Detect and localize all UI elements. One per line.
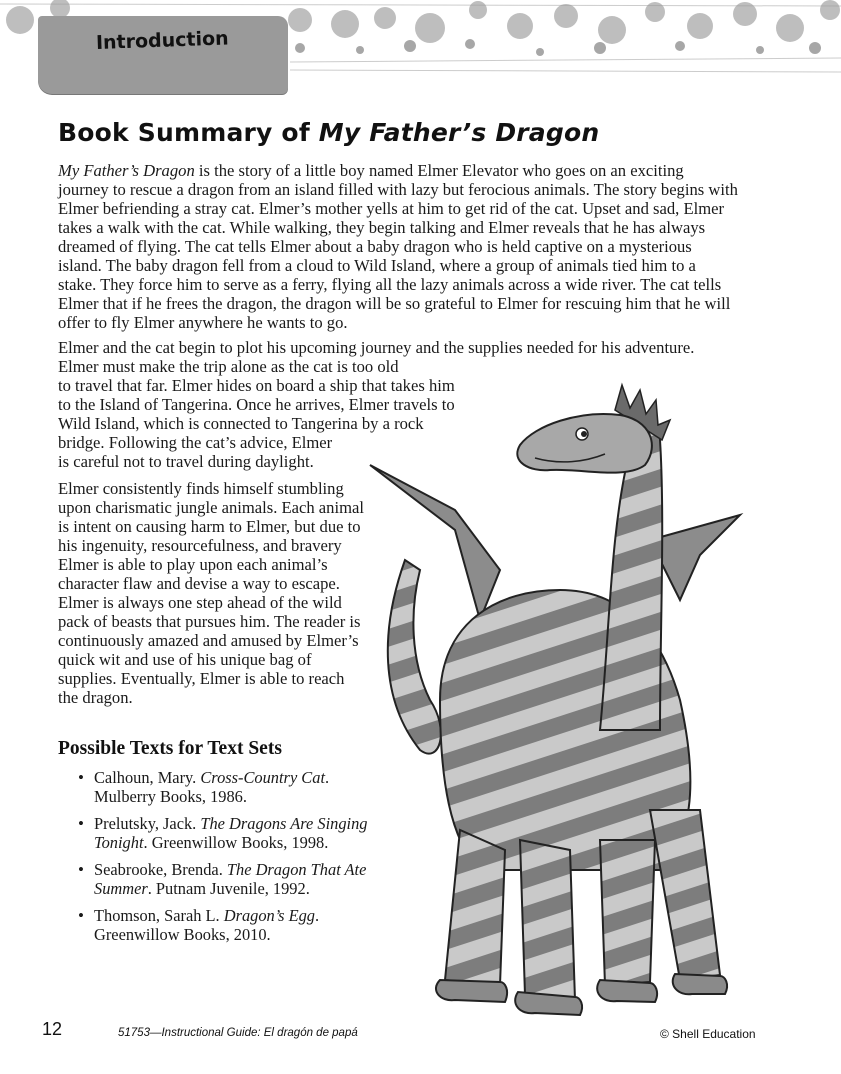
page-number: 12 — [42, 1019, 63, 1039]
text-set-item: • Prelutsky, Jack. The Dragons Are Singing Tonight. Greenwillow Books, 1998. — [58, 814, 378, 852]
italic-title: Dragon’s Egg — [223, 906, 315, 925]
footer-copyright: © Shell Education — [660, 1027, 756, 1041]
section-tab-label: Introduction — [95, 27, 229, 54]
page-title-prefix: Book Summary of — [58, 118, 319, 147]
summary-paragraph-1: My Father’s Dragon is the story of a little boy named Elmer Elevator who goes on an exciting journey to rescue a dragon from an island filled with lazy but ferocious animals. The story begins with Elmer befriending a stray cat. Elmer’s mother yells at him to get rid of the cat. Upset and sad, Elmer takes a walk with the cat. While walking, they begin talking and Elmer reveals that he has always dreamed of flying. The cat tells Elmer about a baby dragon who is held captive on a mysterious island. The baby dragon fell from a cloud to Wild Island, where a group of animals tied him to a stake. They force him to serve as a ferry, flying all the lazy animals across a wide river. The cat tells Elmer that if he frees the dragon, the dragon will be so grateful to Elmer for rescuing him that he will offer to fly Elmer anywhere he wants to go. — [58, 161, 738, 332]
page-title-book: My Father’s Dragon — [318, 118, 600, 147]
section-tab — [38, 16, 288, 94]
page-title — [58, 118, 599, 147]
text-set-item: • Calhoun, Mary. Cross-Country Cat. Mulberry Books, 1986. — [58, 768, 378, 806]
summary-paragraph-3: Elmer consistently finds himself stumbling upon charismatic jungle animals. Each animal is intent on causing harm to Elmer, but due to his ingenuity, resourcefulness, and bravery Elmer is able to play upon each animal’s character flaw and devise a way to escape. Elmer is always one step ahead of the wild pack of beasts that pursues him. The reader is continuously amazed and amused by Elmer’s quick wit and use of his unique bag of supplies. Eventually, Elmer is able to reach the dragon. — [58, 479, 364, 707]
text-sets-list — [58, 768, 378, 952]
text-set-item: • Seabrooke, Brenda. The Dragon That Ate Summer. Putnam Juvenile, 1992. — [58, 860, 378, 898]
footer-guide-title: 51753—Instructional Guide: El dragón de papá — [118, 1027, 358, 1039]
text-sets-heading: Possible Texts for Text Sets — [58, 738, 282, 759]
italic-title: Cross-Country Cat — [200, 768, 325, 787]
summary-paragraph-2: Elmer and the cat begin to plot his upcoming journey and the supplies needed for his adventure. Elmer must make the trip alone as the cat is too old to travel that far. Elmer hides on board a ship that takes him to the Island of Tangerina. Once he arrives, Elmer travels to Wild Island, which is connected to Tangerina by a rock bridge. Following the cat’s advice, Elmer is careful not to travel during daylight. — [58, 338, 695, 471]
italic-title: The Dragons Are Singing Tonight — [94, 814, 368, 852]
italic-title: My Father’s Dragon — [58, 161, 195, 180]
text-set-item: • Thomson, Sarah L. Dragon’s Egg. Greenwillow Books, 2010. — [58, 906, 378, 944]
italic-title: The Dragon That Ate Summer — [94, 860, 367, 898]
dragon-illustration — [360, 370, 760, 1020]
